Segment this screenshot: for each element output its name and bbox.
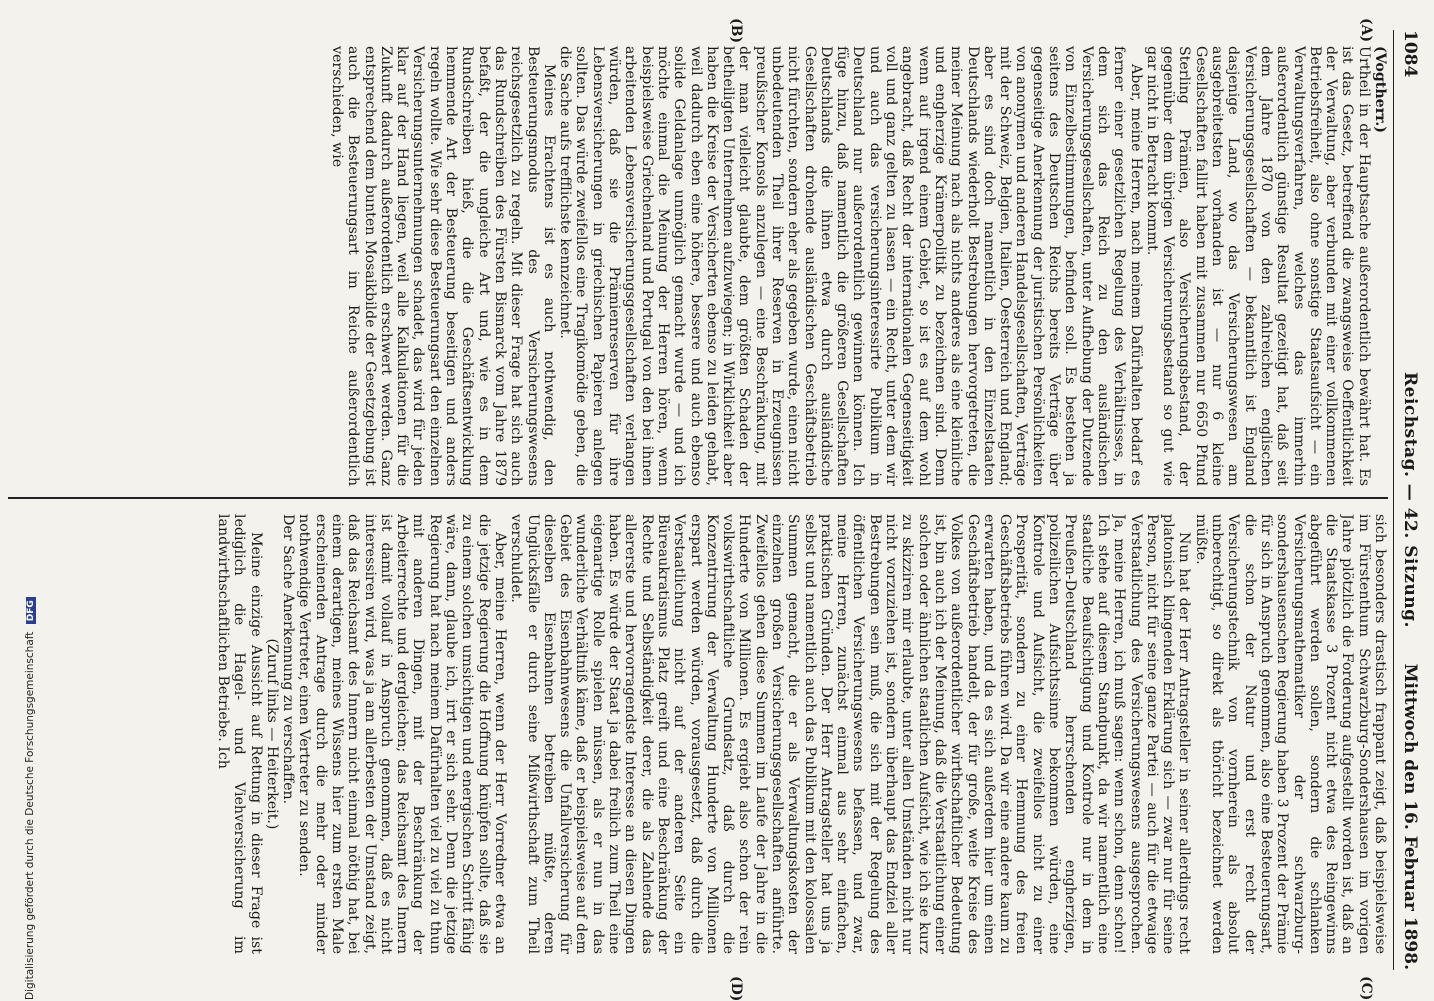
page-number: 1084 [1400, 30, 1420, 78]
credit-text [24, 597, 36, 1000]
paragraph: Aber, meine Herren, nach meinem Dafürhalten bedarf es ferner einer gesetzlichen Regelung des Verhältnisses, in dem sich das Reich zu den ausländischen Versicherungsgesellschaften, unter Aufhebung der Dutzende von Einzelbestimmungen, befinden soll. Es bestehen ja seitens des Deutschen Reichs bereits Verträge über gegenseitige Anerkennung der juristischen Persönlichkeiten von anonymen und anderen Handelsgesellschaften, Verträge mit der Schweiz, Belgien, Italien, Oesterreich und England; aber es sind doch namentlich in den Einzelstaaten Deutschlands wiederholt Bestrebungen hervorgetreten, die meiner Meinung nach als nichts anderes als eine kleinliche und engherzige Krämerpolitik zu bezeichnen sind. Denn wenn auf irgend einem Gebiet, so ist es auf dem wohl angebracht, daß Recht der internationalen Gegenseitigkeit voll und ganz gelten zu lassen — ein Recht, unter dem wir und auch das versicherungsinteressirte Publikum in Deutschland nur außerordentlich gewinnen können. Ich füge hinzu, daß namentlich die größeren Gesellschaften Deutschlands die ihnen etwa durch ausländische Gesellschaften drohende ausländischen Geschäftsbetrieb nicht fürchten, sondern eher als gegeben wurde, einen nicht unbedeutenden Theil ihrer Reserven in Erzeugnissen preußischer Konsols anzulegen — eine Beschränkung, mit der man vielleicht glaubte, dem größten Schaden der betheiligten Unternehmen aufzuwiegen; in Wirklichkeit aber haben die Kreise der Versicherten ebenso zu leiden gehabt, weil dadurch eben eine höhere, bessere und auch ebenso solide Geldanlage unmöglich gemacht wurde — und ich möchte einmal die Meinung der Herren hören, wenn beispielsweise Griechenland und Portugal von den bei ihnen arbeitenden Lebensversicherungsgesellschaften verlangen würden, daß sie die Prämienreserven für ihre Lebensversicherungen in griechischen Papieren anlegen sollten. Das würde zweifellos eine Tragikomödie geben, die die Sache aufs trefflichste kennzeichnet. [557, 46, 1144, 486]
margin-marker-c: (C) [1358, 976, 1374, 1001]
session-title: Reichstag. — 42. Sitzung. [1400, 372, 1420, 628]
paragraph: Meines Erachtens ist es auch nothwendig, den Besteuerungsmodus des Versicherungswesens reichsgesetzlich zu regeln. Mit dieser Frage hat sich auch das Rundschreiben des Fürsten Bismarck vom Jahre 1879 befaßt, der die ungleiche Art und, wie es in dem Rundschreiben hieß, die die Geschäftsentwicklung hemmende Art der Besteuerung beseitigen und anders regeln wollte. Wie sehr diese Besteuerungsart den einzelnen Versicherungsunternehmungen schadet, das wird für jeden klar auf der Hand liegen, weil alle Kalkulationen für die Zukunft dadurch außerordentlich erschwert werden. Ganz entsprechend dem bunten Mosaikbilde der Gesetzgebung ist auch die Besteuerungsart im Reiche außerordentlich verschieden, wie [329, 46, 557, 486]
paragraph: Der Sache Anerkennung zu verschaffen. [280, 514, 297, 805]
paragraph: Meine einzige Aussicht auf Rettung in dieser Frage ist lediglich die Hagel- und Viehversicherung im landwirthschaftlichen Betriebe. Ich [214, 514, 264, 954]
session-date: Mittwoch den 16. Februar 1898. [1400, 663, 1420, 970]
margin-marker-a: (A) [1358, 18, 1374, 43]
credit-label: Digitalisierung gefördert durch die Deutsche Forschungsgemeinschaft [24, 631, 36, 1000]
page-header [1394, 30, 1424, 970]
speaker-name: (Vogtherr.) [1372, 46, 1388, 133]
right-column [18, 514, 1388, 954]
left-column [18, 46, 1388, 486]
credit-strip [0, 0, 36, 1000]
margin-marker-d: (D) [728, 976, 744, 1001]
paragraph: Aber, meine Herren, wenn der Herr Vorredner etwa an die jetzige Regierung die Hoffnung knüpfen sollte, daß sie zu einem solchen umsichtigen und energischen Schritt fähig wäre, dann, glaube ich, irrt er sich sehr. Denn die jetzige Regierung hat nach meinem Dafürhalten viel zu viel zu thun mit anderen Dingen, mit der Beschränkung der Arbeiterrechte und dergleichen; das Reichsamt des Innern ist damit vollauf in Anspruch genommen, daß es nicht interessiren wird, was ja am allerbesten der Umstand zeigt, daß das Reichsamt des Innern nicht einmal nöthig hat, bei einem derartigen, meines Wissens hier zum ersten Male erscheinenden Antrage durch die mehr oder minder nothwendige Vertreter, einen Vertreter zu senden. [296, 514, 508, 954]
dfg-logo: DFG [26, 597, 36, 624]
header-rule [1393, 30, 1394, 970]
paragraph: Nun hat der Herr Antragsteller in seiner allerdings recht platonisch klingenden Erklärung sich — zwar nur für seine Person, nicht für seine ganze Partei — auch für die etwaige Verstaatlichung des Versicherungswesens ausgesprochen. Ja, meine Herren, ich muß sagen: wenn schon, denn schon! Ich stehe auf diesem Standpunkt, da wir namentlich eine staatliche Beaufsichtigung und Kontrole nur in dem in Preußen-Deutschland herrschenden engherzigen, polizeilichen Aufsichtssinne bekommen würden, eine Kontrole und Aufsicht, die zweifellos nicht zu einer Prosperität, sondern zu einer Hemmung des freien Geschäftsbetriebs führen wird. Da wir eine andere kaum zu erwarten haben, und da es sich außerdem hier um einen Geschäftsbetrieb handelt, der für große, weite Kreise des Volkes von außerordentlicher wirthschaftlicher Bedeutung ist, bin auch ich der Meinung, daß die Verstaatlichung einer solchen oder ähnlichen staatlichen Aufsicht, wie ich sie kurz zu skizziren mir erlaubte, unter allen Umständen nicht nur nicht vorzuziehen ist, sondern überhaupt das Endziel aller Bestrebungen sein muß, die sich mit der Regelung des öffentlichen Versicherungswesens befassen, und zwar, meine Herren, zunächst einmal aus sehr einfachen, praktischen Gründen. Der Herr Antragsteller hat uns ja selbst und namentlich auch das Publikum mit den kolossalen Summen gemacht, die er als Verwaltungskosten der einzelnen großen Versicherungsgesellschaften anführte. Zweifellos gehen diese Summen im Laufe der Jahre in die Hunderte von Millionen. Es ergiebt also schon der rein volkswirthschaftliche Grundsatz, daß durch die Konzentrirung der Verwaltung Hunderte von Millionen erspart werden würden, vorausgesetzt, daß durch die Verstaatlichung nicht auf der anderen Seite ein Büreaukratismus Platz greift und eine Beschränkung der Rechte und Selbständigkeit derer, die als Zahlende das allererste und hervorragendste Interesse an diesen Dingen haben. Es würde der Staat ja dabei freilich zum Theil eine eigenartige Rolle spielen müssen, als er nun in das wunderliche Verhältniß käme, daß er beispielsweise auf dem Gebiet des Eisenbahnwesens die Unfallversicherung für dieselben Eisenbahnen betreiben müßte, deren Unglücksfälle er durch seine Mißwirthschaft zum Theil verschuldet. [508, 514, 1193, 954]
paragraph: Urtheil in der Hauptsache außerordentlich bewährt hat. Es ist das Gesetz, betreffend die zwangsweise Oeffentlichkeit der Verwaltung, aber verbunden mit einer vollkommenen Betriebsfreiheit, also ohne sonstige Staatsaufsicht — ein Verwaltungsverfahren, welches das immerhin außerordentlich günstige Resultat gezeitigt hat, daß seit dem Jahre 1870 von den zahlreichen englischen Versicherungsgesellschaften — bekanntlich ist England dasjenige Land, wo das Versicherungswesen am ausgebreitetsten vorhanden ist — nur 6 kleine Gesellschaften fallirt haben mit zusammen nur 6650 Pfund Sterling Prämien, also Versicherungsbestand, der gegenüber dem übrigen Versicherungsbestand so gut wie gar nicht in Betracht kommt. [1143, 46, 1372, 486]
interjection: (Zuruf links — Heiterkeit.) [263, 638, 280, 830]
paragraph: sich besonders drastisch frappant zeigt, daß beispielsweise im Fürstenthum Schwarzburg-Sondershausen im vorigen Jahre plötzlich die Forderung aufgestellt worden ist, daß an die Staatskasse 3 Prozent nicht etwa des Reingewinns abgeführt werden sollen, sondern die schlanken Versicherungsmathematiker der schwarzburg-sondershausenschen Regierung haben 3 Prozent der Prämie für sich in Anspruch genommen, also eine Besteuerungsart, die schon der Natur und erst recht der Versicherungstechnik von vornherein als absolut unberechtigt, so direkt als thöricht bezeichnet werden müßte. [1192, 514, 1388, 954]
margin-marker-b: (B) [728, 18, 744, 44]
column-divider [8, 497, 1388, 499]
